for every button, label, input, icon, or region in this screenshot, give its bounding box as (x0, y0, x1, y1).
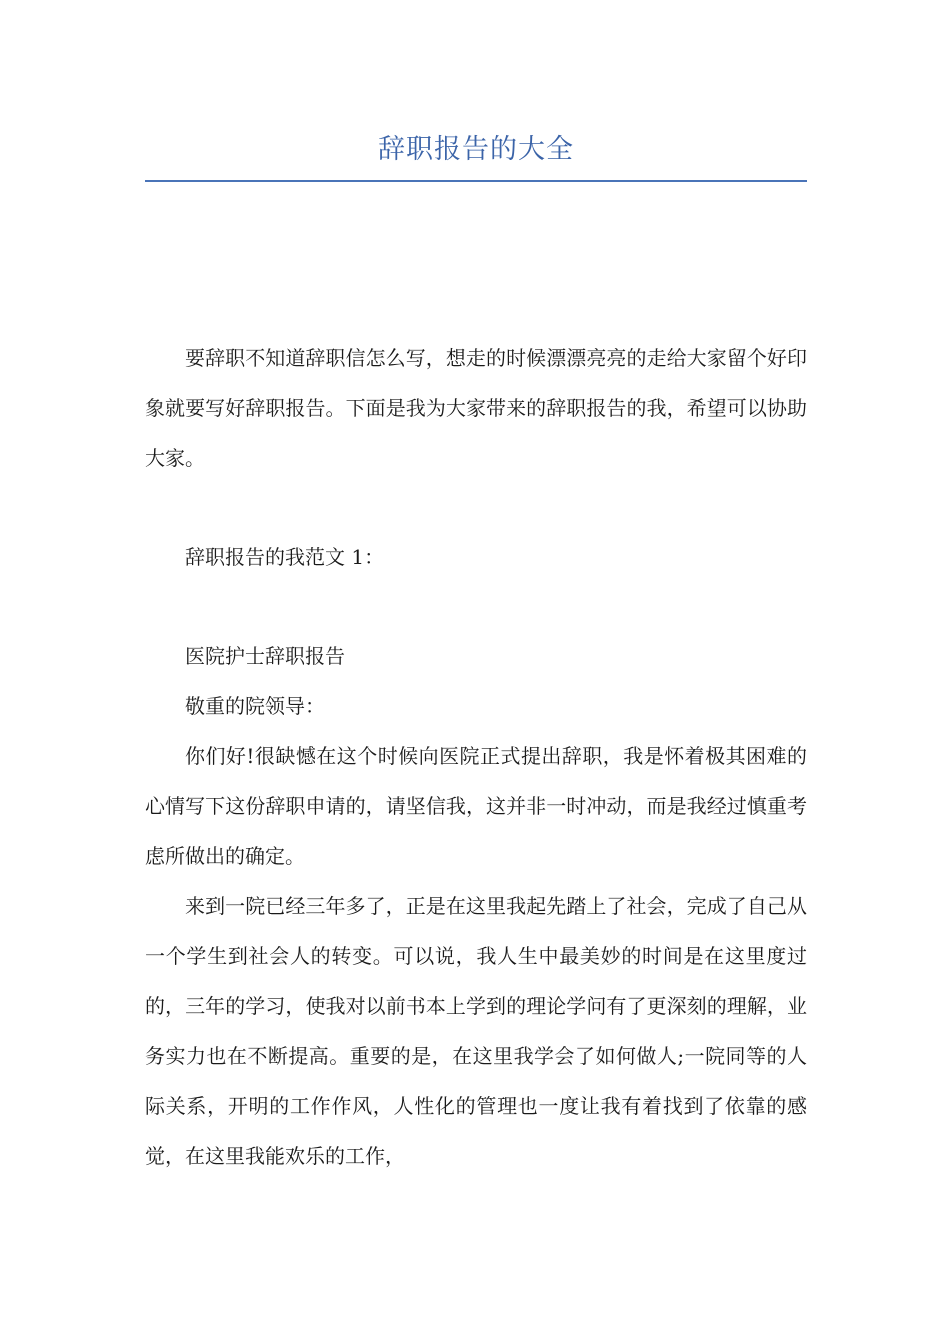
body-paragraph-2: 来到一院已经三年多了，正是在这里我起先踏上了社会，完成了自己从一个学生到社会人的转变。可以说，我人生中最美妙的时间是在这里度过的，三年的学习，使我对以前书本上学到的理论学问有了更深刻的理解，业务实力也在不断提高。重要的是，在这里我学会了如何做人;一院同等的人际关系，开明的工作作风，人性化的管理也一度让我有着找到了依靠的感觉，在这里我能欢乐的工作， (145, 894, 807, 1168)
salutation: 敬重的院领导： (185, 694, 325, 718)
intro-paragraph: 要辞职不知道辞职信怎么写，想走的时候漂漂亮亮的走给大家留个好印象就要写好辞职报告。下面是我为大家带来的辞职报告的我，希望可以协助大家。 (145, 346, 807, 470)
document-title: 辞职报告的大全 (378, 134, 574, 165)
letter-title: 医院护士辞职报告 (185, 644, 345, 668)
title-underline (145, 180, 807, 182)
sample-heading: 辞职报告的我范文 1： (185, 545, 385, 569)
body-paragraph-1: 你们好!很缺憾在这个时候向医院正式提出辞职，我是怀着极其困难的心情写下这份辞职申请的，请坚信我，这并非一时冲动，而是我经过慎重考虑所做出的确定。 (145, 744, 807, 868)
